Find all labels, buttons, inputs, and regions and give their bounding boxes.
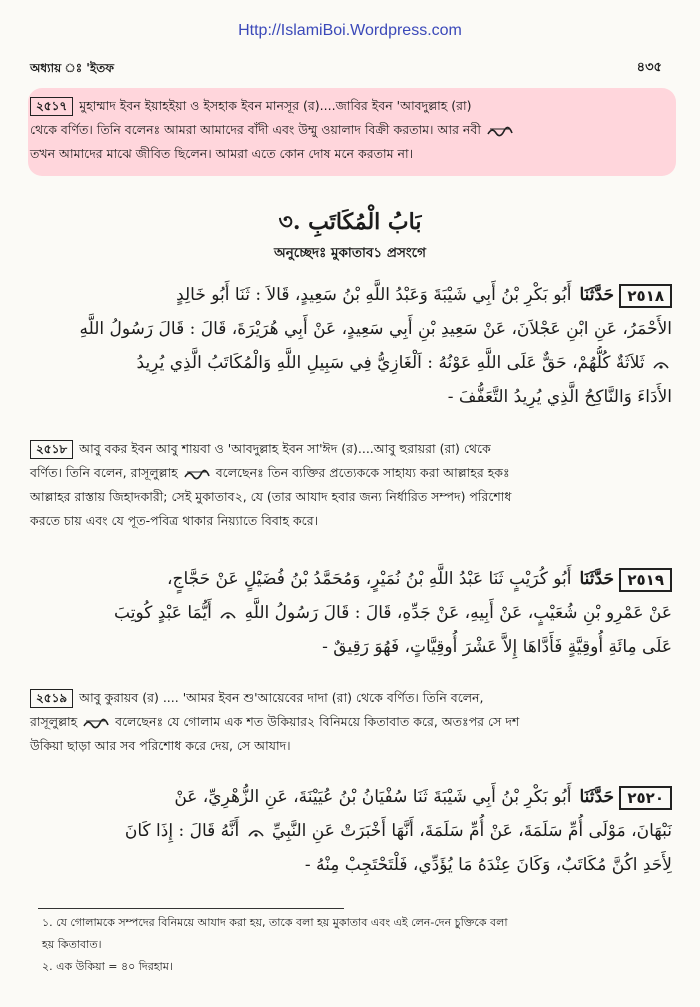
salla-allahu-alayhi-wasallam-icon [652, 356, 670, 372]
hadith-bn-2517 [30, 94, 668, 166]
text-line: আল্লাহর রাস্তায় জিহাদকারী; সেই মুকাতাব২, যে (তার আযাদ হবার জন্য নির্ধারিত সম্পদ) পরিশোধ [30, 489, 512, 504]
site-url-watermark[interactable]: Http://IslamiBoi.Wordpress.com [238, 22, 462, 39]
text-line: আবু বকর ইবন আবু শায়বা ও 'আবদুল্লাহ ইবন সা'ঈদ (র)....আবু হুরায়রা (রা) থেকে [79, 441, 491, 456]
arabic-line: عَلَى مِائَةِ أُوقِيَّةٍ فَأَدَّاهَا إِلاَّ عَشْرَ أُوقِيَّاتٍ، فَهُوَ رَقِيقٌ - [322, 637, 672, 657]
chapter-title: ৩. بَابُ الْمُكَاتَبِ [278, 209, 422, 235]
text-line: বলেছেনঃ যে গোলাম এক শত উকিয়ার২ বিনিময়ে কিতাবাত করে, অতঃপর সে দশ [115, 714, 520, 729]
arabic-line: نَبْهَانَ، مَوْلَى أُمِّ سَلَمَةَ، عَنْ أُمِّ سَلَمَةَ، أَنَّهَا أَخْبَرَتْ عَنِ النَّبِيِّ [272, 821, 672, 841]
arabic-line: لِأَحَدِ اكُنَّ مُكَاتَبٌ، وَكَانَ عِنْدَهُ مَا يُؤَدِّي، فَلْتَحْتَجِبْ مِنْهُ - [304, 855, 672, 875]
arabic-line: الأَحْمَرُ، عَنِ ابْنِ عَجْلاَنَ، عَنْ سَعِيدِ بْنِ أَبِي سَعِيدٍ، عَنْ أَبِي هُرَيْرَةَ، قَالَ : قَالَ رَسُولُ اللَّهِ [79, 319, 672, 339]
footnote-1-continued: হয় কিতাবাত। [42, 938, 102, 951]
text-line: থেকে বর্ণিত। তিনি বলেনঃ আমরা আমাদের বাঁদী এবং উম্মু ওয়ালাদ বিক্রী করতাম। আর নবী [30, 122, 481, 137]
hadith-number-box: ٢٥١٨ [619, 284, 672, 308]
hadith-number-box: ২৫১৯ [30, 689, 73, 708]
arabic-line: عَنْ عَمْرِو بْنِ شُعَيْبٍ، عَنْ أَبِيهِ، عَنْ جَدِّهِ، قَالَ : قَالَ رَسُولُ اللَّهِ [244, 603, 672, 623]
hadith-number-box: ٢٥٢٠ [619, 786, 672, 810]
text-line: করতে চায় এবং যে পূত-পবিত্র থাকার নিয়্যাতে বিবাহ করে। [30, 513, 319, 528]
text-line: বর্ণিত। তিনি বলেন, রাসূলুল্লাহ [30, 465, 178, 480]
salla-allahu-alayhi-wasallam-icon [184, 468, 210, 480]
hadith-number-box: ২৫১৭ [30, 97, 73, 116]
arabic-line: الأَدَاءَ وَالنَّاكِحُ الَّذِي يُرِيدُ التَّعَفُّفَ - [447, 387, 672, 407]
hadith-ar-2518 [30, 278, 672, 414]
arabic-line: ثَلاَثَةٌ كُلُّهُمْ، حَقٌّ عَلَى اللَّهِ عَوْنُهُ : اَلْغَازِيُّ فِي سَبِيلِ اللَّهِ وَالْمُكَاتَبُ الَّذِي يُرِيدُ [136, 353, 645, 373]
hadith-lead-word: حَدَّثَنَا [579, 787, 614, 807]
hadith-bn-2519 [30, 686, 668, 758]
hadith-bn-2518 [30, 437, 668, 533]
arabic-line: أَبُو كُرَيْبٍ ثَنَا عَبْدُ اللَّهِ بْنُ نُمَيْرٍ، وَمُحَمَّدُ بْنُ فُضَيْلٍ عَنْ حَجَّاجٍ، [167, 569, 572, 589]
footnote-divider [38, 908, 344, 909]
salla-allahu-alayhi-wasallam-icon [487, 125, 513, 137]
arabic-line: أَبُو بَكْرِ بْنُ أَبِي شَيْبَةَ وَعَبْدُ اللَّهِ بْنُ سَعِيدٍ، قَالاَ : ثَنَا أَبُو خَالِدٍ [176, 285, 572, 305]
arabic-line: أَبُو بَكْرِ بْنُ أَبِي شَيْبَةَ ثَنَا سُفْيَانُ بْنُ عُيَيْنَةَ، عَنِ الزُّهْرِيِّ، عَنْ [174, 787, 572, 807]
running-head: অধ্যায় ঃ 'ইতফ [30, 61, 114, 75]
arabic-line: أَنَّهُ قَالَ : إِذَا كَانَ [124, 821, 240, 841]
footnotes [42, 912, 662, 978]
text-line: আবু কুরায়ব (র) .... 'আমর ইবন শু'আয়েবের দাদা (রা) থেকে বর্ণিত। তিনি বলেন, [79, 690, 484, 705]
hadith-number-box: ٢٥١٩ [619, 568, 672, 592]
text-line: উকিয়া ছাড়া আর সব পরিশোধ করে দেয়, সে আযাদ। [30, 738, 291, 753]
salla-allahu-alayhi-wasallam-icon [247, 824, 265, 840]
text-line: রাসূলুল্লাহ [30, 714, 78, 729]
chapter-subtitle: অনুচ্ছেদঃ মুকাতাব১ প্রসংগে [274, 245, 426, 261]
text-line: তখন আমাদের মাঝে জীবিত ছিলেন। আমরা এতে কোন দোষ মনে করতাম না। [30, 146, 414, 161]
salla-allahu-alayhi-wasallam-icon [219, 606, 237, 622]
footnote-2: ২. এক উকিয়া = ৪০ দিরহাম। [42, 960, 173, 973]
page-number: ৪৩৫ [636, 60, 662, 75]
footnote-1: ১. যে গোলামকে সম্পদের বিনিময়ে আযাদ করা হয়, তাকে বলা হয় মুকাতাব এবং এই লেন-দেন চুক্তিকে বলা [42, 916, 508, 929]
text-line: বলেছেনঃ তিন ব্যক্তির প্রত্যেককে সাহায্য করা আল্লাহর হকঃ [215, 465, 510, 480]
arabic-line: أَيُّمَا عَبْدٍ كُوتِبَ [114, 603, 212, 623]
hadith-ar-2520 [30, 780, 672, 882]
hadith-lead-word: حَدَّثَنَا [579, 285, 614, 305]
hadith-number-box: ২৫১৮ [30, 440, 73, 459]
text-line: মুহাম্মাদ ইবন ইয়াহইয়া ও ইসহাক ইবন মানসূর (র)....জাবির ইবন 'আবদুল্লাহ (রা) [79, 98, 472, 113]
salla-allahu-alayhi-wasallam-icon [83, 717, 109, 729]
hadith-lead-word: حَدَّثَنَا [579, 569, 614, 589]
hadith-ar-2519 [30, 562, 672, 664]
